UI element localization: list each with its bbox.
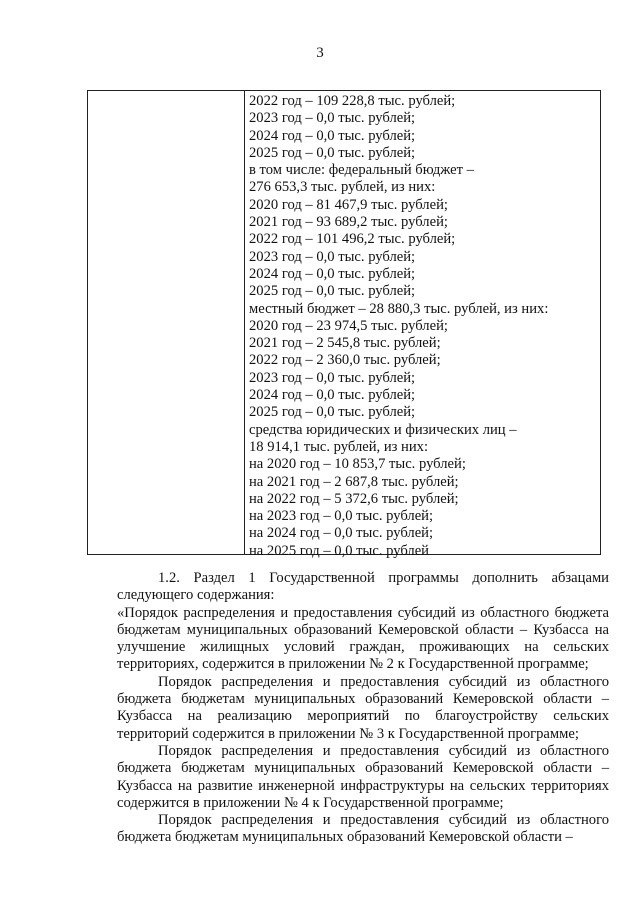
- funding-line: на 2024 год – 0,0 тыс. рублей;: [249, 525, 434, 542]
- funding-line: 2021 год – 93 689,2 тыс. рублей;: [249, 214, 448, 231]
- funding-line: 2024 год – 0,0 тыс. рублей;: [249, 387, 416, 404]
- funding-line: 2023 год – 0,0 тыс. рублей;: [249, 369, 416, 386]
- funding-line: на 2022 год – 5 372,6 тыс. рублей;: [249, 490, 459, 507]
- funding-line: 2023 год – 0,0 тыс. рублей;: [249, 110, 416, 127]
- funding-line: 2025 год – 0,0 тыс. рублей;: [249, 404, 416, 421]
- amendment-intro-paragraph: 1.2. Раздел 1 Государственной программы дополнить абзацами следующего содержания:: [117, 570, 609, 604]
- body-text: [117, 570, 609, 847]
- funding-line: средства юридических и физических лиц –: [249, 421, 517, 438]
- funding-line: 2025 год – 0,0 тыс. рублей;: [249, 144, 416, 161]
- funding-line: 18 914,1 тыс. рублей, из них:: [249, 438, 429, 455]
- funding-line: 2020 год – 23 974,5 тыс. рублей;: [249, 317, 448, 334]
- subsidy-continued-paragraph: Порядок распределения и предоставления субсидий из областного бюджета бюджетам муниципальных образований Кемеровской области –: [117, 812, 609, 846]
- funding-line: 2025 год – 0,0 тыс. рублей;: [249, 283, 416, 300]
- funding-line: в том числе: федеральный бюджет –: [249, 162, 474, 179]
- funding-line: 2024 год – 0,0 тыс. рублей;: [249, 265, 416, 282]
- funding-line: на 2025 год – 0,0 тыс. рублей: [249, 542, 429, 559]
- funding-line: 2022 год – 101 496,2 тыс. рублей;: [249, 231, 456, 248]
- funding-line: 276 653,3 тыс. рублей, из них:: [249, 179, 436, 196]
- funding-line: на 2021 год – 2 687,8 тыс. рублей;: [249, 473, 459, 490]
- funding-line: 2022 год – 109 228,8 тыс. рублей;: [249, 93, 456, 109]
- funding-line: 2023 год – 0,0 тыс. рублей;: [249, 248, 416, 265]
- page-number: 3: [316, 45, 324, 61]
- budget-table: [87, 90, 601, 559]
- funding-line: 2021 год – 2 545,8 тыс. рублей;: [249, 335, 441, 352]
- funding-line: местный бюджет – 28 880,3 тыс. рублей, из них:: [249, 300, 549, 317]
- funding-line: 2020 год – 81 467,9 тыс. рублей;: [249, 196, 448, 213]
- funding-line: на 2020 год – 10 853,7 тыс. рублей;: [249, 456, 466, 473]
- funding-line: на 2023 год – 0,0 тыс. рублей;: [249, 508, 434, 525]
- funding-line: 2024 год – 0,0 тыс. рублей;: [249, 127, 416, 144]
- subsidy-improvement-paragraph: Порядок распределения и предоставления субсидий из областного бюджета бюджетам муниципальных образований Кемеровской области – Кузбасса на реализацию мероприятий по благоустройству сельских территорий содержится в приложении № 3 к Государственной программе;: [117, 673, 609, 742]
- table-column-divider: [244, 91, 245, 554]
- subsidy-infrastructure-paragraph: Порядок распределения и предоставления субсидий из областного бюджета бюджетам муниципальных образований Кемеровской области – Кузбасса на развитие инженерной инфраструктуры на сельских территориях содержится в приложении № 4 к Государственной программе;: [117, 742, 609, 811]
- funding-lines: [249, 93, 596, 560]
- subsidy-housing-paragraph: «Порядок распределения и предоставления субсидий из областного бюджета бюджетам муниципальных образований Кемеровской области – Кузбасса на улучшение жилищных условий граждан, проживающих на сельских территориях, содержится в приложении № 2 к Государственной программе;: [117, 604, 609, 673]
- funding-line: 2022 год – 2 360,0 тыс. рублей;: [249, 352, 441, 369]
